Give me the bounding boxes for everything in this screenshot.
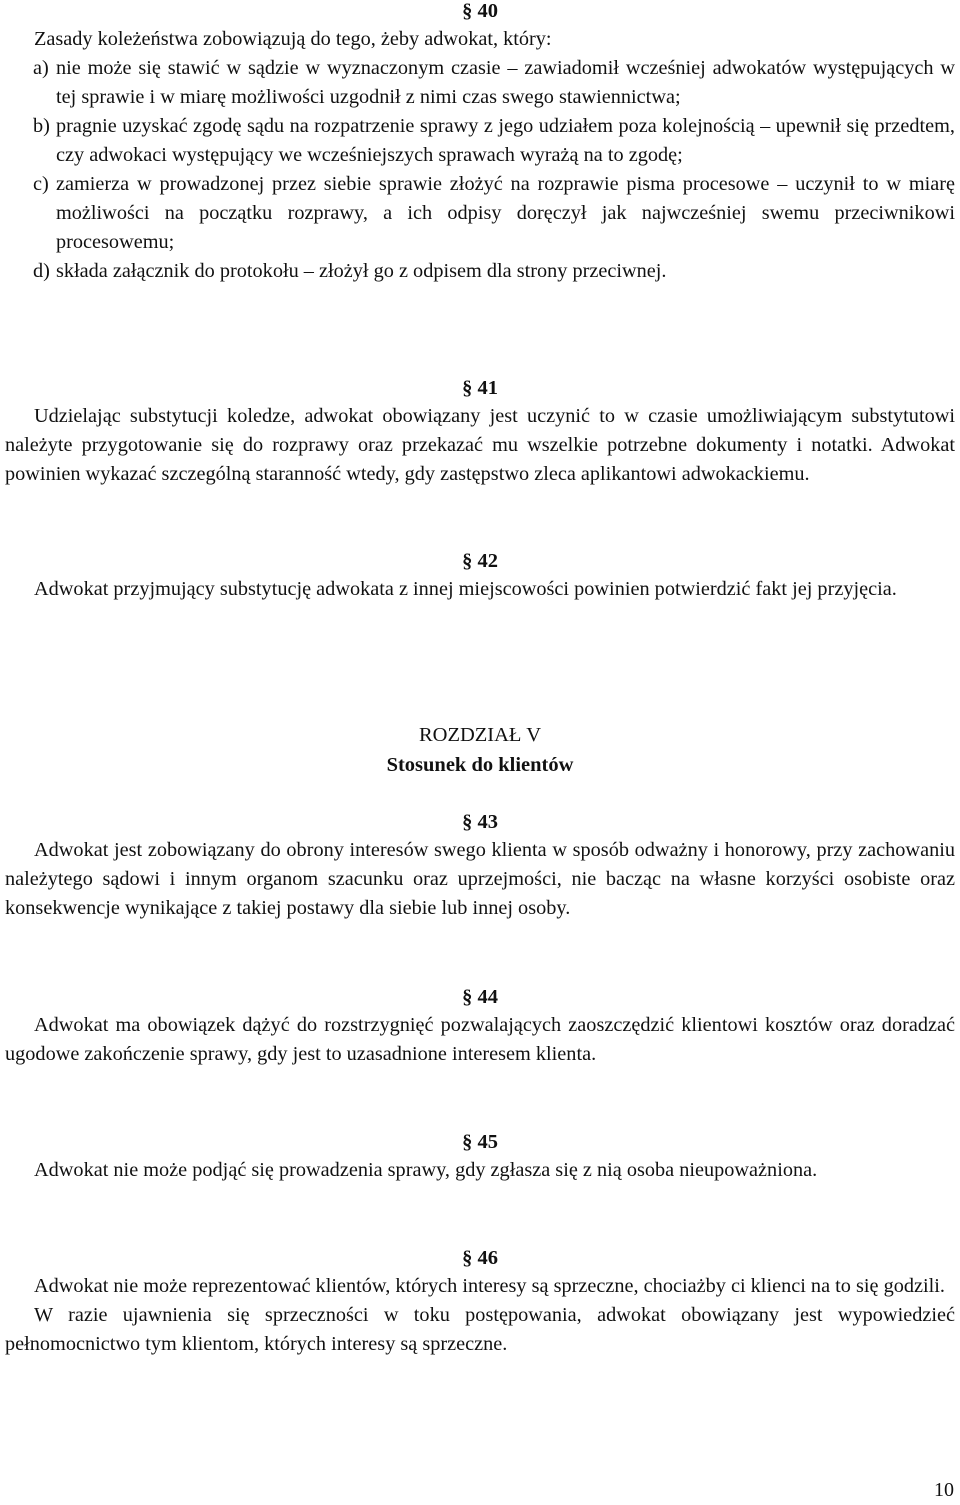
- section-heading: § 42: [462, 550, 498, 572]
- item-marker: c): [33, 173, 49, 195]
- list-item: [5, 54, 955, 112]
- item-text: pragnie uzyskać zgodę sądu na rozpatrzenie sprawy z jego udziałem poza kolejnością – upewnił się przedtem, czy adwokaci występujący we wcześniejszych sprawach wyrażą na to zgodę;: [56, 115, 955, 166]
- paragraph: Adwokat przyjmujący substytucję adwokata z innej miejscowości powinien potwierdzić fakt jej przyjęcia.: [34, 578, 897, 600]
- page-number: 10: [934, 1479, 954, 1501]
- section-44: [5, 983, 955, 1069]
- item-text: składa załącznik do protokołu – złożył go z odpisem dla strony przeciwnej.: [56, 260, 667, 282]
- section-intro: Zasady koleżeństwa zobowiązują do tego, żeby adwokat, który:: [34, 28, 552, 50]
- chapter-heading: [5, 720, 955, 780]
- section-heading: § 40: [462, 0, 498, 22]
- section-42: [5, 547, 955, 604]
- section-heading: § 41: [462, 377, 498, 399]
- section-43: [5, 808, 955, 923]
- section-heading: § 45: [462, 1131, 498, 1153]
- item-marker: d): [33, 260, 50, 282]
- item-text: zamierza w prowadzonej przez siebie sprawie złożyć na rozprawie pisma procesowe – uczynił to w miarę możliwości na początku rozprawy, a ich odpisy doręczył jak najwcześniej swemu przeciwnikowi procesowemu;: [56, 173, 955, 253]
- list-item: [5, 257, 955, 286]
- chapter-number: ROZDZIAŁ V: [418, 724, 542, 746]
- item-marker: a): [33, 57, 49, 79]
- item-marker: b): [33, 115, 50, 137]
- section-heading: § 43: [462, 811, 498, 833]
- paragraph: W razie ujawnienia się sprzeczności w toku postępowania, adwokat obowiązany jest wypowiedzieć pełnomocnictwo tym klientom, których interesy są sprzeczne.: [5, 1304, 955, 1355]
- item-list: [5, 54, 955, 286]
- section-40: [5, 0, 955, 286]
- section-46: [5, 1244, 955, 1359]
- paragraph: Udzielając substytucji koledze, adwokat obowiązany jest uczynić to w czasie umożliwiającym substytutowi należyte przygotowanie się do rozprawy oraz przekazać mu wszelkie potrzebne dokumenty i notatki. Adwokat powinien wykazać szczególną staranność wtedy, gdy zastępstwo zleca aplikantowi adwokackiemu.: [5, 405, 955, 485]
- section-41: [5, 374, 955, 489]
- paragraph: Adwokat jest zobowiązany do obrony interesów swego klienta w sposób odważny i honorowy, przy zachowaniu należytego sądowi i innym organom szacunku oraz uprzejmości, nie bacząc na własne korzyści osobiste oraz konsekwencje wynikające z takiej postawy dla siebie lub innej osoby.: [5, 839, 955, 919]
- list-item: [5, 170, 955, 257]
- chapter-title: Stosunek do klientów: [386, 754, 574, 776]
- paragraph: Adwokat nie może reprezentować klientów, których interesy są sprzeczne, chociażby ci klienci na to się godzili.: [34, 1275, 945, 1297]
- paragraph: Adwokat nie może podjąć się prowadzenia sprawy, gdy zgłasza się z nią osoba nieupoważniona.: [34, 1159, 818, 1181]
- section-45: [5, 1128, 955, 1185]
- section-heading: § 44: [462, 986, 498, 1008]
- paragraph: Adwokat ma obowiązek dążyć do rozstrzygnięć pozwalających zaoszczędzić klientowi kosztów oraz doradzać ugodowe zakończenie sprawy, gdy jest to uzasadnione interesem klienta.: [5, 1014, 955, 1065]
- item-text: nie może się stawić w sądzie w wyznaczonym czasie – zawiadomił wcześniej adwokatów występujących w tej sprawie i w miarę możliwości uzgodnił z nimi czas swego stawiennictwa;: [56, 57, 955, 108]
- list-item: [5, 112, 955, 170]
- section-heading: § 46: [462, 1247, 498, 1269]
